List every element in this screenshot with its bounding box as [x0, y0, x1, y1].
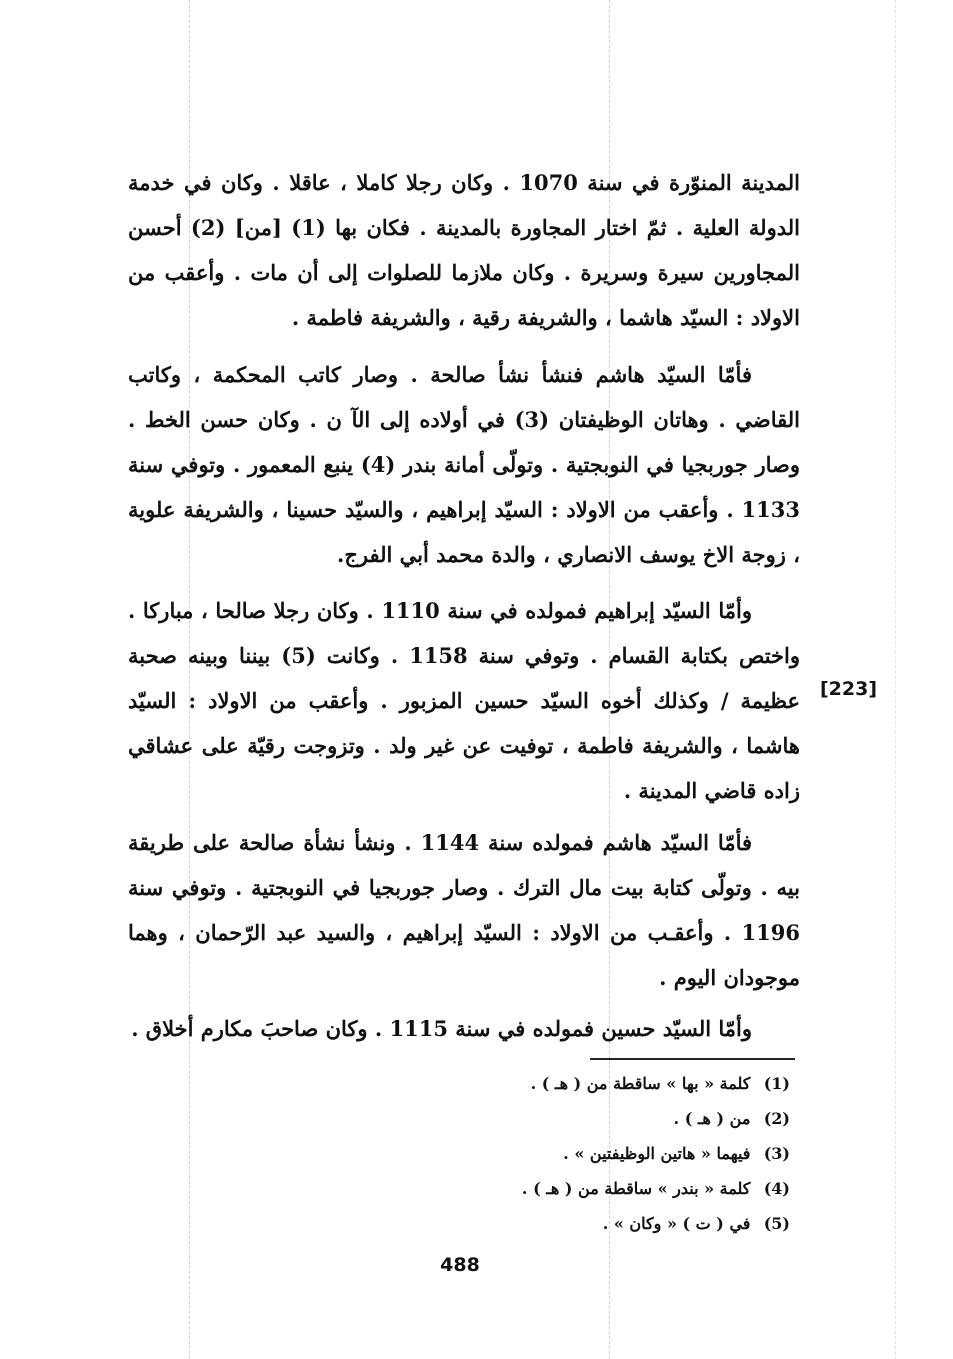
footnotes — [300, 1066, 790, 1241]
footnote-number: (3) — [763, 1144, 790, 1163]
paragraph-3 — [128, 588, 800, 813]
footnote-number: (4) — [763, 1179, 790, 1198]
footnote-text: فيهما « هاتين الوظيفتين » . — [563, 1144, 751, 1163]
paragraph-1: المدينة المنوّرة في سنة 1070 . وكان رجلا كاملا ، عاقلا . وكان في خدمة الدولة العلية . ثمّ اختار المجاورة بالمدينة . فكان بها (1) [من] (2) أحسن المجاورين سيرة وسريرة . وكان ملازما للصلوات إلى أن مات . وأعقب من الاولاد : السيّد هاشما ، والشريفة رقية ، والشريفة فاطمة . — [128, 170, 800, 330]
manuscript-page-reference: [223] — [820, 678, 878, 700]
page-number: 488 — [440, 1254, 480, 1276]
paragraph-3-text: وأمّا السيّد إبراهيم فمولده في سنة 1110 . وكان رجلا صالحا ، مباركا . واختص بكتابة القسام . وتوفي سنة 1158 . وكانت (5) بيننا وبينه صحبة عظيمة / وكذلك أخوه السيّد حسين المزبور . وأعقب من الاولاد : السيّد هاشما ، والشريفة فاطمة ، توفيت عن غير ولد . وتزوجت رقيّة على عشاقي زاده قاضي المدينة . — [128, 598, 801, 803]
footnote-number: (5) — [763, 1214, 790, 1233]
footnote-item — [300, 1171, 790, 1206]
paragraph-2-text: فأمّا السيّد هاشم فنشأ نشأ صالحة . وصار كاتب المحكمة ، وكاتب القاضي . وهاتان الوظيفتان (3) في أولاده إلى الآ ن . وكان حسن الخط . وصار جوربجيا في النوبجتية . وتولّى أمانة بندر (4) ينبع المعمور . وتوفي سنة 1133 . وأعقب من الاولاد : السيّد إبراهيم ، والسيّد حسينا ، والشريفة علوية ، زوجة الاخ يوسف الانصاري ، والدة محمد أبي الفرج. — [128, 362, 800, 567]
footnote-text: كلمة « بندر » ساقطة من ( هـ ) . — [521, 1179, 751, 1198]
paragraph-4-text: فأمّا السيّد هاشم فمولده سنة 1144 . ونشأ نشأة صالحة على طريقة بيه . وتولّى كتابة بيت مال الترك . وصار جوربجيا في النوبجتية . وتوفي سنة 1196 . وأعقـب من الاولاد : السيّد إبراهيم ، والسيد عبد الرّحمان ، وهما موجودان اليوم . — [128, 830, 800, 990]
paragraph-5 — [128, 1006, 800, 1051]
footnote-number: (2) — [763, 1109, 790, 1128]
footnote-number: (1) — [763, 1074, 790, 1093]
footnote-divider — [590, 1058, 795, 1060]
footnote-item — [300, 1101, 790, 1136]
footnote-text: كلمة « بها » ساقطة من ( هـ ) . — [530, 1074, 751, 1093]
scan-fold-line — [895, 0, 896, 1359]
footnote-item — [300, 1136, 790, 1171]
footnote-item — [300, 1066, 790, 1101]
footnote-text: في ( ت ) « وكان » . — [602, 1214, 751, 1233]
paragraph-5-text: وأمّا السيّد حسين فمولده في سنة 1115 . وكان صاحبَ مكارم أخلاق . — [131, 1016, 752, 1041]
footnote-text: من ( هـ ) . — [673, 1109, 751, 1128]
paragraph-4 — [128, 820, 800, 1000]
paragraph-2 — [128, 352, 800, 577]
footnote-item — [300, 1206, 790, 1241]
